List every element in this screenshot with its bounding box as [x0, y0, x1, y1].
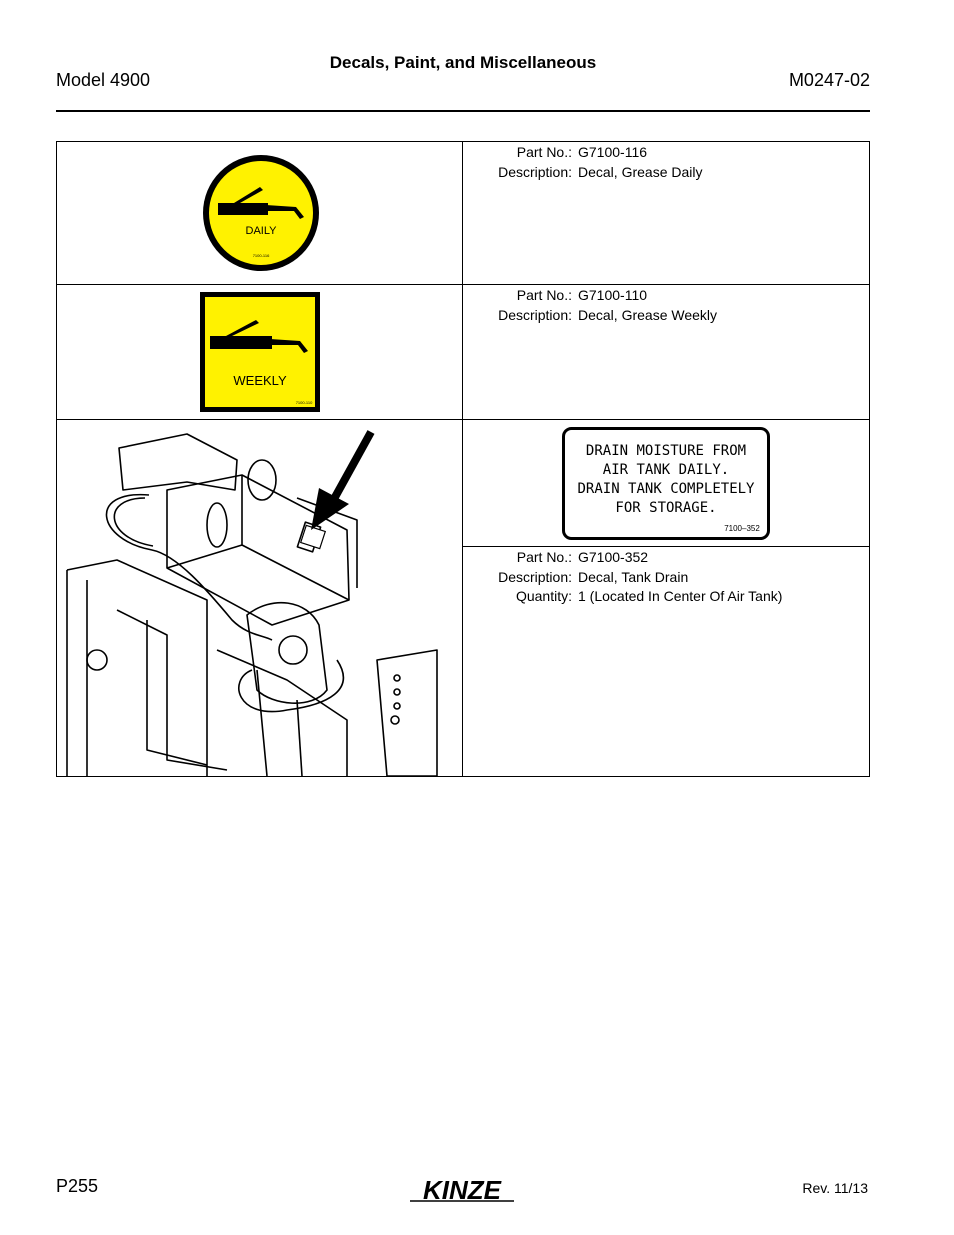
svg-text:KINZE: KINZE — [423, 1176, 501, 1204]
tank-drain-decal-image — [562, 427, 770, 540]
grease-gun-icon — [218, 203, 268, 215]
header-divider — [56, 110, 870, 112]
revision-date: Rev. 11/13 — [802, 1180, 868, 1196]
table-row-divider — [56, 284, 870, 285]
part-description: Decal, Tank Drain — [578, 568, 689, 585]
manual-number: M0247-02 — [788, 70, 870, 90]
part-number: G7100-352 — [578, 549, 649, 565]
decal-line: DRAIN MOISTURE FROM — [585, 443, 747, 459]
weekly-label: WEEKLY — [233, 373, 287, 388]
decal-code: 7100–352 — [724, 524, 760, 533]
part-description: Decal, Grease Weekly — [578, 306, 718, 323]
decal-line: AIR TANK DAILY. — [602, 462, 730, 478]
table-cell-divider — [462, 546, 870, 547]
kinze-logo — [402, 1176, 522, 1204]
pointer-arrow-icon — [311, 488, 349, 530]
part-quantity: 1 (Located In Center Of Air Tank) — [578, 588, 783, 604]
part-info-daily: Part No.: G7100-116 Description: Decal, Grease Daily — [476, 143, 703, 182]
decal-code: 7100-116 — [252, 253, 270, 258]
part-number: G7100-110 — [578, 287, 648, 303]
decal-line: FOR STORAGE. — [615, 500, 717, 516]
grease-gun-icon — [210, 336, 272, 349]
part-info-tank-drain: Part No.: G7100-352 Description: Decal, Tank Drain Quantity: 1 (Located In Center Of Air Tank) — [476, 548, 782, 607]
table-column-divider — [462, 141, 463, 777]
part-number: G7100-116 — [578, 144, 648, 160]
part-description: Decal, Grease Daily — [578, 163, 703, 180]
grease-daily-decal-image — [200, 153, 322, 273]
grease-weekly-decal-image — [200, 292, 320, 412]
decal-code: 7100-110 — [295, 400, 313, 405]
part-info-weekly: Part No.: G7100-110 Description: Decal, Grease Weekly — [476, 286, 717, 325]
section-title: Decals, Paint, and Miscellaneous — [329, 53, 597, 72]
model-label: Model 4900 — [56, 70, 151, 90]
decal-line: DRAIN TANK COMPLETELY — [577, 481, 755, 497]
page-number: P255 — [56, 1176, 99, 1196]
daily-label: DAILY — [245, 225, 277, 237]
air-tank-location-drawing — [57, 420, 462, 776]
